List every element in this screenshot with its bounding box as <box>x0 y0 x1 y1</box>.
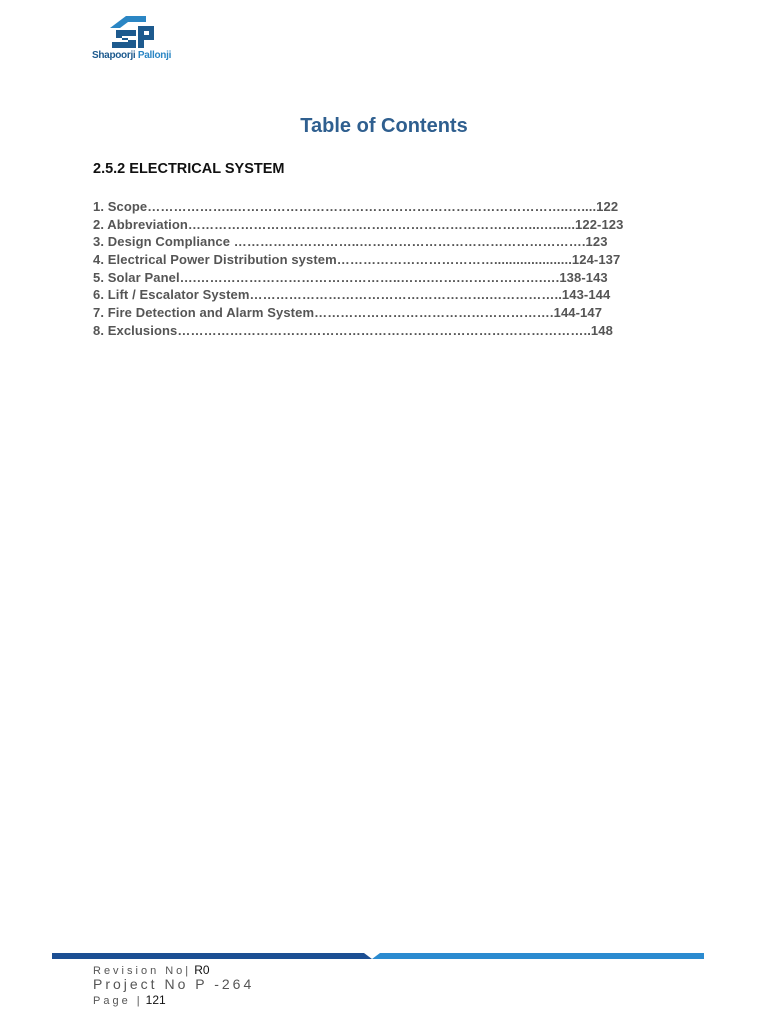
toc-entry-design-compliance[interactable]: 3. Design Compliance ………………………..…………………………………………….123 <box>93 234 608 250</box>
company-logo <box>92 14 182 64</box>
toc-entry-scope[interactable]: 1. Scope………………..…………………………………………………………………..…....122 <box>93 199 619 214</box>
toc-entry-fire-detection[interactable]: 7. Fire Detection and Alarm System……………………………………………….144-147 <box>93 305 603 321</box>
footer-bar-dark-segment <box>52 953 372 959</box>
toc-entry-exclusions[interactable]: 8. Exclusions…………………………………………………………………………………..148 <box>93 322 613 338</box>
footer-bar-notch <box>364 953 380 959</box>
page-label: Page | <box>93 995 143 1007</box>
company-name-part2: Pallonji <box>137 50 172 61</box>
project-label: Project No P -264 <box>93 976 255 992</box>
revision-value: R0 <box>194 963 210 977</box>
toc-list <box>93 199 673 341</box>
shapoorji-pallonji-logo-icon <box>106 14 158 50</box>
footer-project <box>93 976 254 992</box>
company-name <box>92 50 171 61</box>
toc-entry-lift-escalator[interactable]: 6. Lift / Escalator System……………………………………………….……………..143-144 <box>93 287 611 303</box>
footer-bar-light-segment <box>372 953 704 959</box>
page-number: 121 <box>145 993 166 1007</box>
footer-divider-bar <box>52 953 704 959</box>
revision-label: Revision No| <box>93 965 192 977</box>
toc-entry-power-distribution[interactable]: 4. Electrical Power Distribution system……………………………….....................124-137 <box>93 252 621 268</box>
company-name-part1: Shapoorji <box>92 50 136 61</box>
footer-page <box>93 993 166 1007</box>
toc-entry-solar-panel[interactable]: 5. Solar Panel….………………………………………..…….…….……………….….138-143 <box>93 269 608 285</box>
footer-revision <box>93 963 210 977</box>
section-heading: 2.5.2 ELECTRICAL SYSTEM <box>93 161 285 177</box>
toc-entry-abbreviation[interactable]: 2. Abbreviation……………………………………………………………………...…......122-123 <box>93 216 624 232</box>
page-title: Table of Contents <box>300 115 468 137</box>
